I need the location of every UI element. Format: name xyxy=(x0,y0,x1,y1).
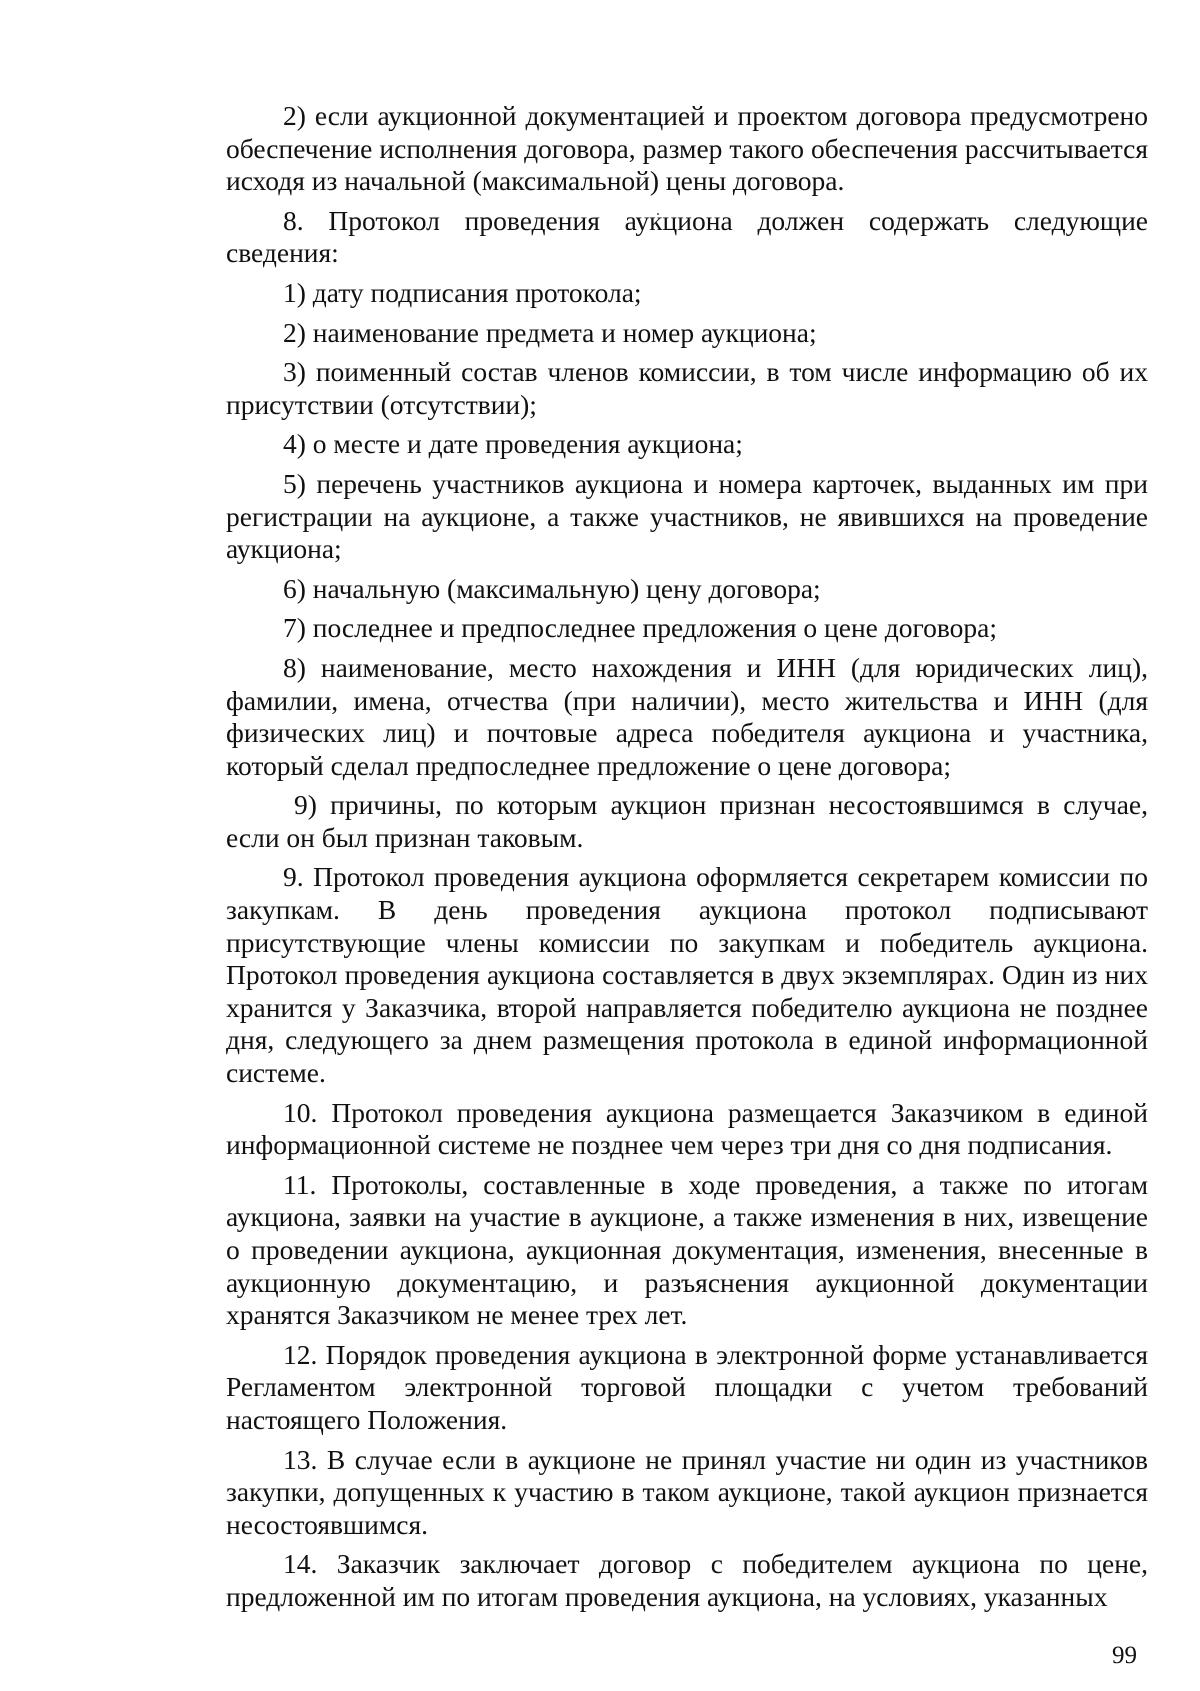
paragraph-14: 14. Заказчик заключает договор с победителем аукциона по цене, предложенной им по итогам проведения аукциона, на условиях, указанных xyxy=(226,1548,1148,1612)
paragraph-12: 12. Порядок проведения аукциона в электронной форме устанавливается Регламентом электронной торговой площадки с учетом требований настоящего Положения. xyxy=(226,1338,1148,1435)
page-number: 99 xyxy=(1112,1642,1137,1669)
document-body xyxy=(226,100,1148,1621)
list-item-1: 1) дату подписания протокола; xyxy=(283,276,642,308)
paragraph-8-protocol-contents: 8. Протокол проведения аукциона должен содержать следующие сведения: xyxy=(226,204,1148,269)
paragraph-9: 9. Протокол проведения аукциона оформляется секретарем комиссии по закупкам. В день проведения аукциона протокол подписывают присутствующие члены комиссии по закупкам и победитель аукциона. Протокол проведения аукциона составляется в двух экземплярах. Один из них хранится у Заказчика, второй направляется победителю аукциона не позднее дня, следующего за днем размещения протокола в единой информационной системе. xyxy=(226,861,1148,1089)
list-item-5: 5) перечень участников аукциона и номера карточек, выданных им при регистрации на аукционе, а также участников, не явившихся на проведение аукциона; xyxy=(226,467,1148,565)
paragraph-2-guarantee: 2) если аукционной документацией и проектом договора предусмотрено обеспечение исполнения договора, размер такого обеспечения рассчитывается исходя из начальной (максимальной) цены договора. xyxy=(226,100,1148,197)
list-item-6: 6) начальную (максимальную) цену договора; xyxy=(283,572,821,604)
list-item-4: 4) о месте и дате проведения аукциона; xyxy=(283,428,743,460)
list-item-2: 2) наименование предмета и номер аукциона; xyxy=(283,316,817,348)
list-item-8: 8) наименование, место нахождения и ИНН (для юридических лиц), фамилии, имена, отчества (при наличии), место жительства и ИНН (для физических лиц) и почтовые адреса победителя аукциона и участника, который сделал предпоследнее предложение о цене договора; xyxy=(226,651,1148,781)
list-item-9: 9) причины, по которым аукцион признан несостоявшимся в случае, если он был признан таковым. xyxy=(226,789,1148,853)
paragraph-13: 13. В случае если в аукционе не принял участие ни один из участников закупки, допущенных к участию в таком аукционе, такой аукцион признается несостоявшимся. xyxy=(226,1443,1148,1540)
list-item-7: 7) последнее и предпоследнее предложения о цене договора; xyxy=(283,612,997,644)
paragraph-10: 10. Протокол проведения аукциона размещается Заказчиком в единой информационной системе не позднее чем через три дня со дня подписания. xyxy=(226,1096,1148,1161)
paragraph-11: 11. Протоколы, составленные в ходе проведения, а также по итогам аукциона, заявки на участие в аукционе, а также изменения в них, извещение о проведении аукциона, аукционная документация, изменения, внесенные в аукционную документацию, и разъяснения аукционной документации хранятся Заказчиком не менее трех лет. xyxy=(226,1168,1148,1331)
list-item-3: 3) поименный состав членов комиссии, в том числе информацию об их присутствии (отсутствии); xyxy=(226,356,1148,420)
